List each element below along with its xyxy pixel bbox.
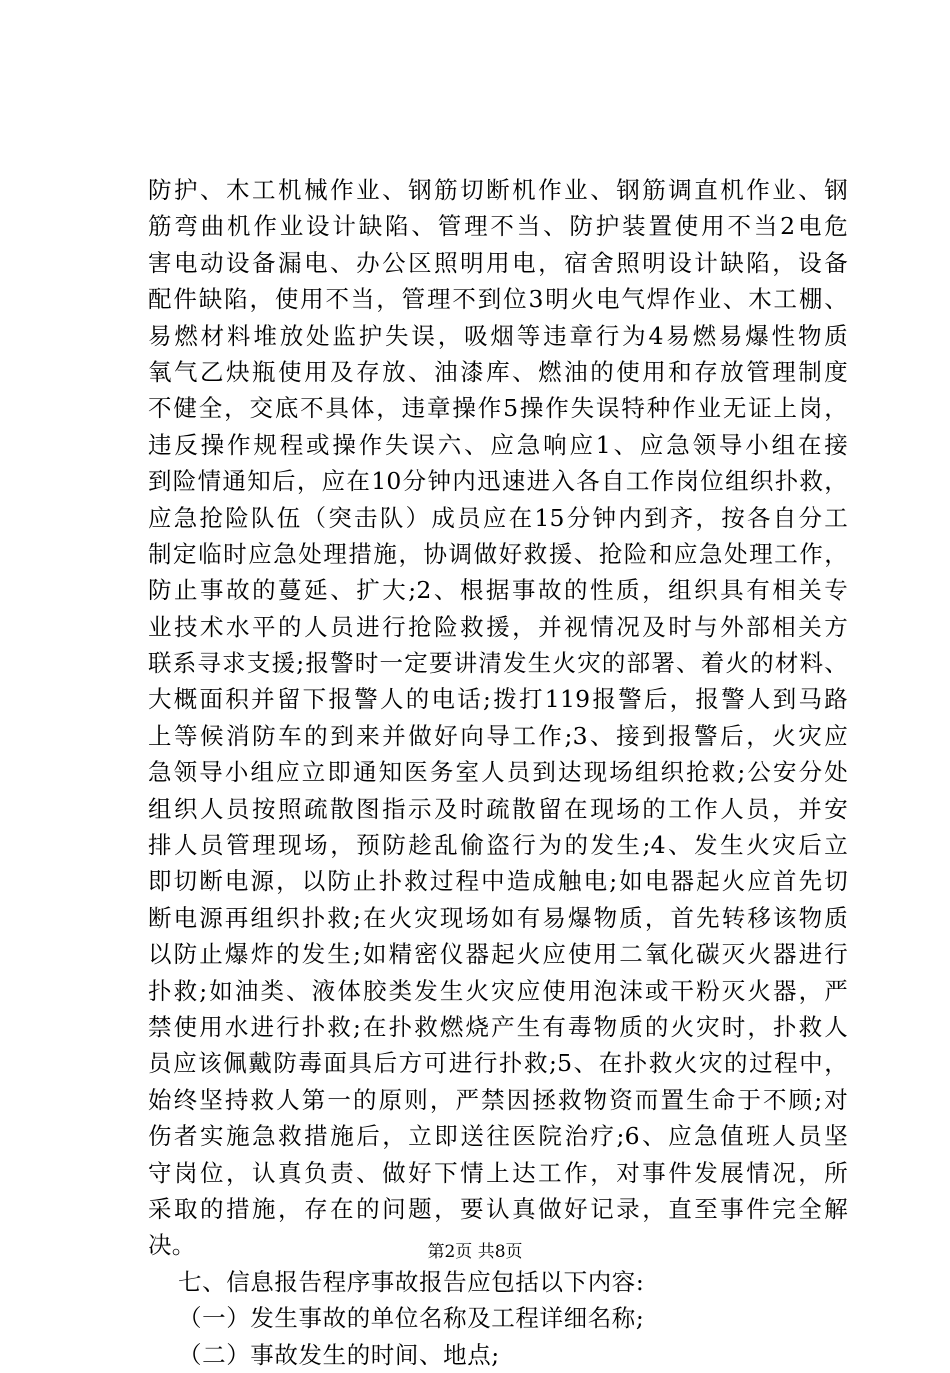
text-line: 违反操作规程或操作失误六、应急响应1、应急领导小组在接 <box>148 430 848 459</box>
text-line: 易燃材料堆放处监护失误，吸烟等违章行为4易燃易爆性物质 <box>148 321 848 350</box>
text-line: 大概面积并留下报警人的电话;拨打119报警后，报警人到马路 <box>148 685 848 714</box>
text-line: 守岗位，认真负责、做好下情上达工作，对事件发展情况，所 <box>148 1158 848 1187</box>
text-line: 断电源再组织扑救;在火灾现场如有易爆物质，首先转移该物质 <box>148 903 848 932</box>
text-line: 筋弯曲机作业设计缺陷、管理不当、防护装置使用不当2电危 <box>148 212 848 241</box>
text-line: 氧气乙炔瓶使用及存放、油漆库、燃油的使用和存放管理制度 <box>148 357 848 386</box>
list-item: （二）事故发生的时间、地点; <box>178 1340 500 1369</box>
text-line: 员应该佩戴防毒面具后方可进行扑救;5、在扑救火灾的过程中， <box>148 1049 848 1078</box>
text-line: 始终坚持救人第一的原则，严禁因拯救物资而置生命于不顾;对 <box>148 1085 848 1114</box>
text-line: 伤者实施急救措施后，立即送往医院治疗;6、应急值班人员坚 <box>148 1122 848 1151</box>
text-line: 禁使用水进行扑救;在扑救燃烧产生有毒物质的火灾时，扑救人 <box>148 1012 848 1041</box>
text-line: 组织人员按照疏散图指示及时疏散留在现场的工作人员，并安 <box>148 794 848 823</box>
text-line: 上等候消防车的到来并做好向导工作;3、接到报警后，火灾应 <box>148 721 848 750</box>
page-number-footer: 第2页 共8页 <box>427 1242 523 1262</box>
text-line: 防护、木工机械作业、钢筋切断机作业、钢筋调直机作业、钢 <box>148 176 848 204</box>
document-body <box>148 172 848 1373</box>
list-item: （一）发生事故的单位名称及工程详细名称; <box>178 1304 645 1333</box>
text-line: 排人员管理现场，预防趁乱偷盗行为的发生;4、发生火灾后立 <box>148 831 848 860</box>
section-heading: 七、信息报告程序事故报告应包括以下内容: <box>178 1267 645 1296</box>
text-line: 采取的措施，存在的问题，要认真做好记录，直至事件完全解 <box>148 1194 848 1223</box>
text-line: 不健全，交底不具体，违章操作5操作失误特种作业无证上岗， <box>148 394 848 423</box>
text-line: 配件缺陷，使用不当，管理不到位3明火电气焊作业、木工棚、 <box>148 285 848 314</box>
text-line: 应急抢险队伍（突击队）成员应在15分钟内到齐，按各自分工 <box>148 503 848 532</box>
text-line: 急领导小组应立即通知医务室人员到达现场组织抢救;公安分处 <box>148 758 848 787</box>
text-line: 害电动设备漏电、办公区照明用电，宿舍照明设计缺陷，设备 <box>148 248 848 277</box>
text-line: 即切断电源，以防止扑救过程中造成触电;如电器起火应首先切 <box>148 867 848 896</box>
text-line: 决。 <box>148 1231 196 1260</box>
text-line: 防止事故的蔓延、扩大;2、根据事故的性质，组织具有相关专 <box>148 576 848 605</box>
text-line: 到险情通知后，应在10分钟内迅速进入各自工作岗位组织扑救， <box>148 467 848 496</box>
text-line: 以防止爆炸的发生;如精密仪器起火应使用二氧化碳灭火器进行 <box>148 940 848 969</box>
text-line: 扑救;如油类、液体胶类发生火灾应使用泡沫或干粉灭火器，严 <box>148 976 848 1005</box>
text-line: 联系寻求支援;报警时一定要讲清发生火灾的部署、着火的材料、 <box>148 649 848 678</box>
text-line: 制定临时应急处理措施，协调做好救援、抢险和应急处理工作， <box>148 539 848 568</box>
text-line: 业技术水平的人员进行抢险救援，并视情况及时与外部相关方 <box>148 612 848 641</box>
